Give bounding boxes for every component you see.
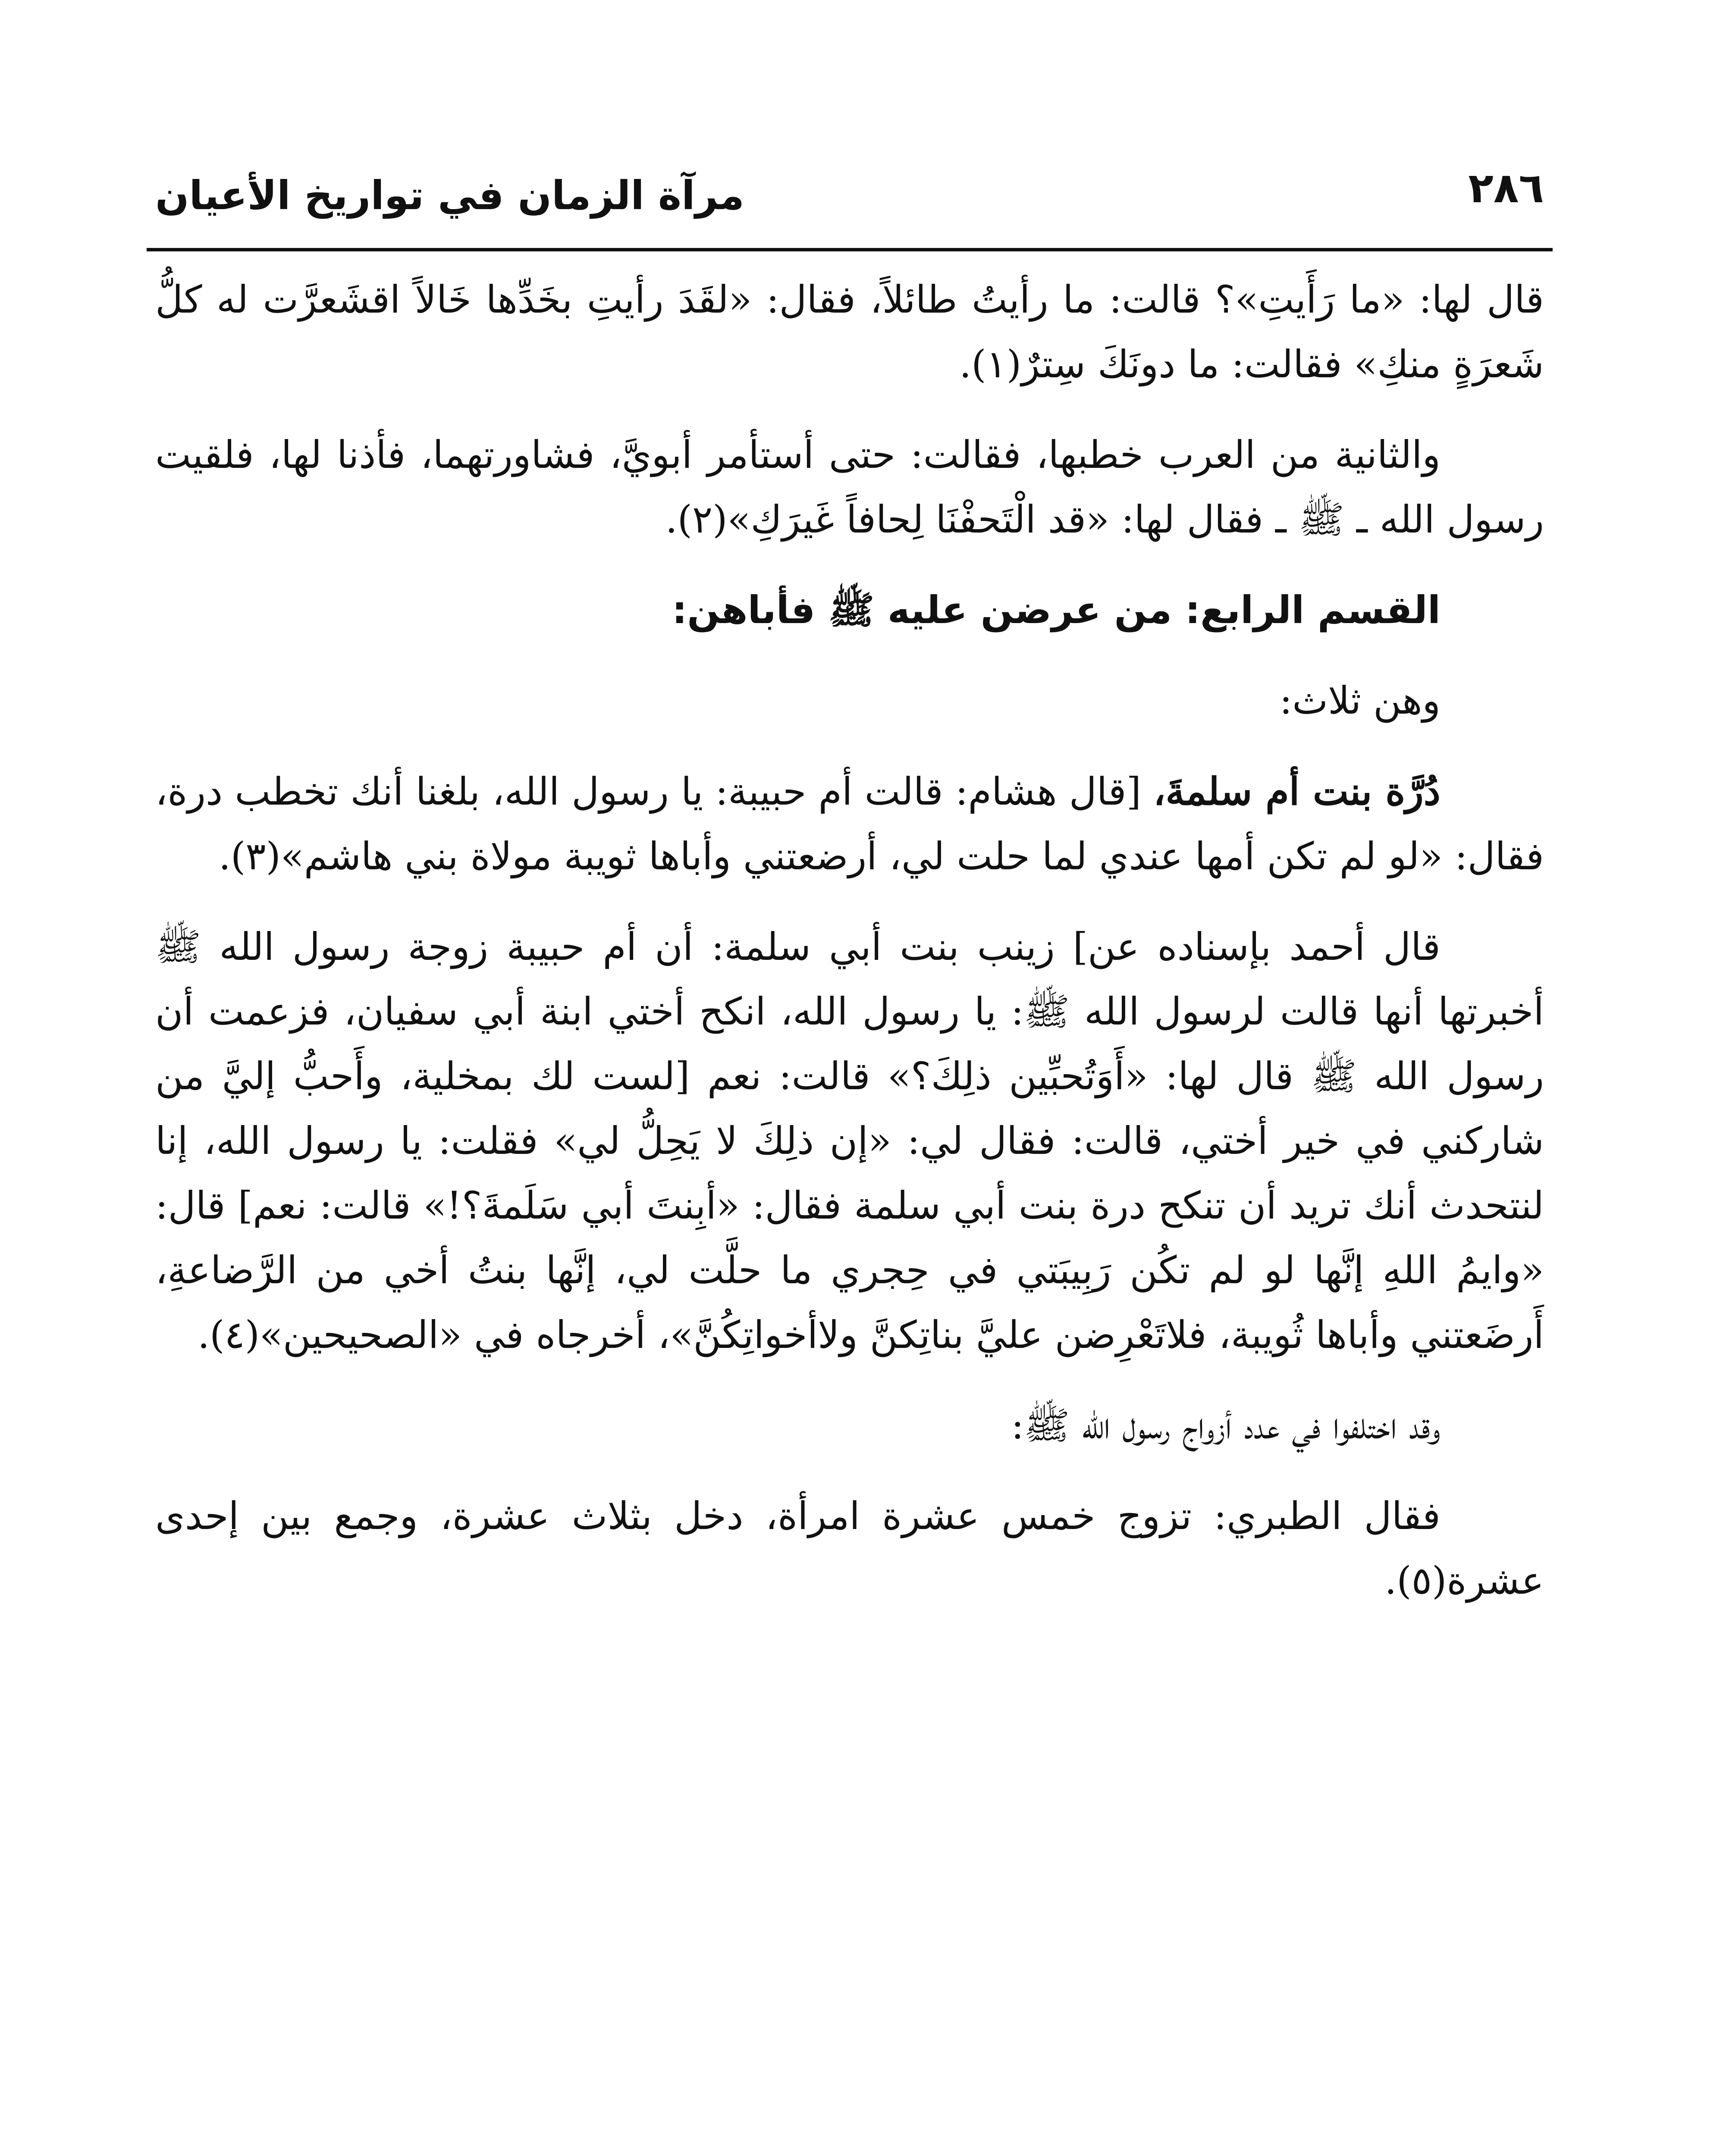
page-header <box>147 155 1553 241</box>
paragraph-5: قال أحمد بإسناده عن] زينب بنت أبي سلمة: أن أم حبيبة زوجة رسول الله ﷺ أخبرتها أنها قالت لرسول الله ﷺ: يا رسول الله، انكح أختي ابنة أبي سفيان، فزعمت أن رسول الله ﷺ قال لها: «أَوَتُحبِّين ذلِكَ؟» قالت: نعم [لست لك بمخلية، وأَحبُّ إليَّ من شاركني في خير أختي، قالت: فقال لي: «إن ذلِكَ لا يَحِلُّ لي» فقلت: يا رسول الله، إنا لنتحدث أنك تريد أن تنكح درة بنت أبي سلمة فقال: «أبِنتَ أبي سَلَمةَ؟!» قالت: نعم] قال: «وايمُ اللهِ إنَّها لو لم تكُن رَبِيبَتي في حِجري ما حلَّت لي، إنَّها بنتُ أخي من الرَّضاعةِ، أَرضَعتني وأباها ثُويبة، فلاتَعْرِضن عليَّ بناتِكنَّ ولاأخواتِكُنَّ»، أخرجاه في «الصحيحين»(٤). <box>155 924 1544 1357</box>
main-text <box>155 267 1544 1639</box>
person-name: دُرَّة بنت أم سلمةَ، <box>1153 769 1441 814</box>
paragraph-2: والثانية من العرب خطبها، فقالت: حتى أستأمر أبويَّ، فشاورتهما، فأذنا لها، فلقيت رسول الله ـ ﷺ ـ فقال لها: «قد الْتَحفْنَا لِحافاً غَيرَكِ»(٢). <box>155 432 1544 542</box>
paragraph-3: وهن ثلاث: <box>1279 678 1441 723</box>
paragraph-1: قال لها: «ما رَأَيتِ»؟ قالت: ما رأيتُ طائلاً، فقال: «لقَدَ رأيتِ بخَدِّها خَالاً اقشَعرَّت له كلُّ شَعرَةٍ منكِ» فقالت: ما دونَكَ سِترٌ(١). <box>155 277 1544 386</box>
running-title: مرآة الزمان في تواريخ الأعيان <box>155 172 744 219</box>
paragraph-7: فقال الطبري: تزوج خمس عشرة امرأة، دخل بثلاث عشرة، وجمع بين إحدى عشرة(٥). <box>155 1494 1544 1603</box>
page-number: ٢٨٦ <box>1468 164 1544 212</box>
paragraph-4 <box>155 759 1544 889</box>
header-divider <box>147 248 1553 251</box>
section-heading: القسم الرابع: من عرضن عليه ﷺ فأباهن: <box>672 588 1441 632</box>
paragraph-6: وقد اختلفوا في عدد أزواج رسول الله ﷺ: <box>1011 1403 1441 1448</box>
paragraph-4-text: [قال هشام: قالت أم حبيبة: يا رسول الله، بلغنا أنك تخطب درة، فقال: «لو لم تكن أمها عندي لما حلت لي، أرضعتني وأباها ثويبة مولاة بني هاشم»(٣). <box>155 769 1544 878</box>
